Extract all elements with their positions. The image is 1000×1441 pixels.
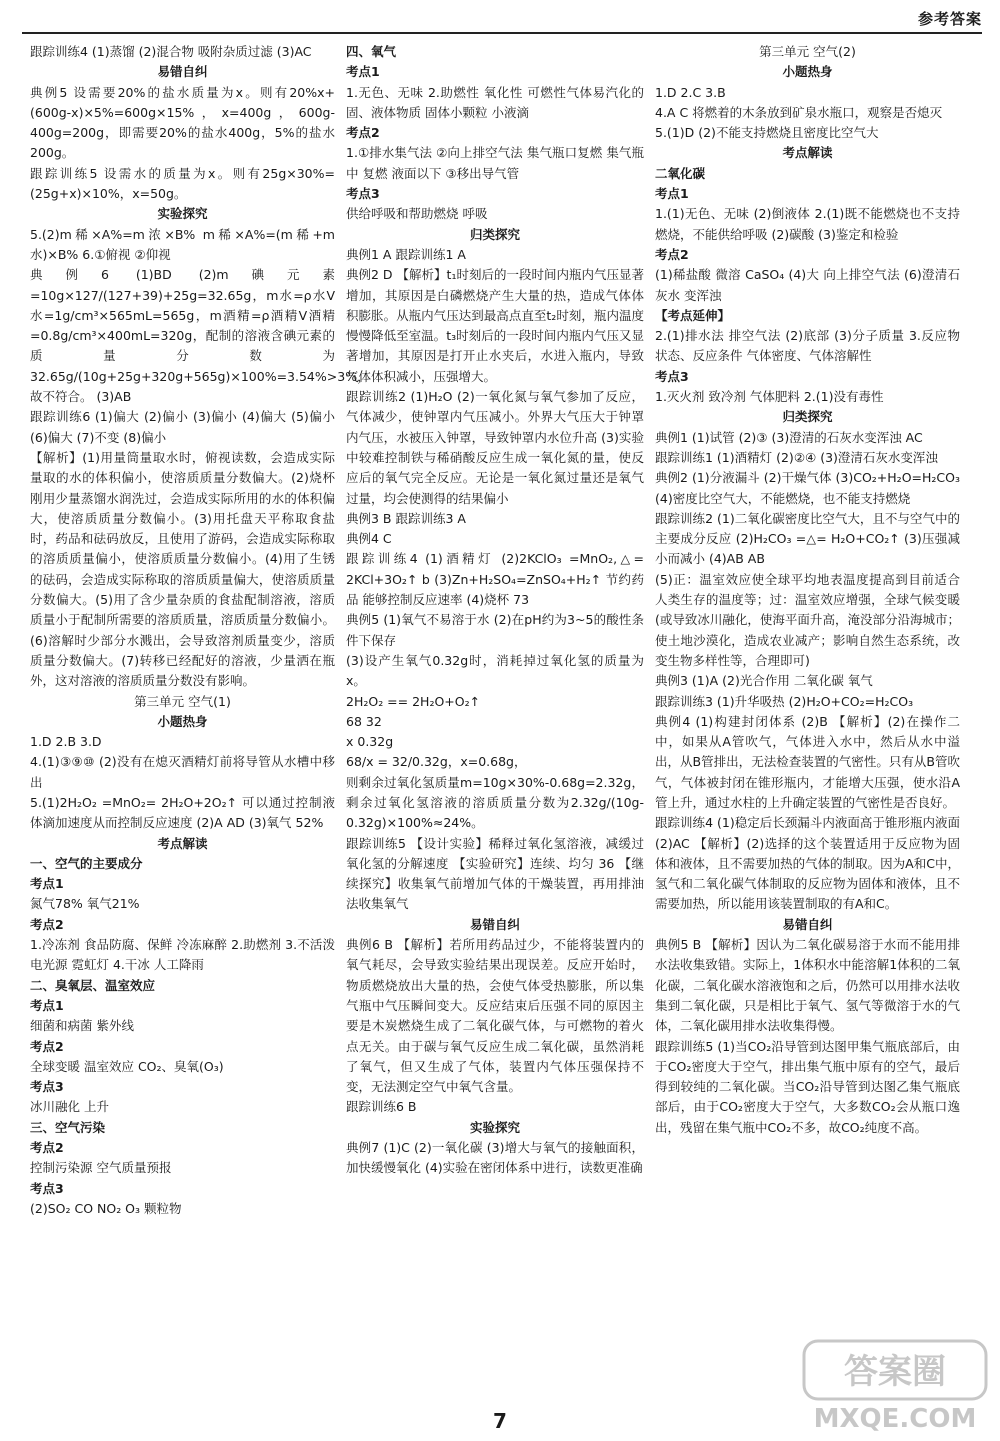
section-heading: 考点解读 <box>157 835 208 851</box>
paragraph: 全球变暖 温室效应 CO₂、臭氧(O₃) <box>30 1058 224 1074</box>
subheading: 一、空气的主要成分 <box>30 855 143 871</box>
paragraph: 典例1 (1)试管 (2)③ (3)澄清的石灰水变浑浊 AC <box>655 429 923 445</box>
subheading: 【考点延伸】 <box>655 307 731 323</box>
section-heading: 易错自纠 <box>157 64 208 80</box>
paragraph: 1.D 2.B 3.D <box>30 734 102 750</box>
paragraph: 1.无色、无味 2.助燃性 氧化性 可燃性气体易汽化的固、液体物质 固体小颗粒 小液滴 <box>346 84 644 120</box>
subheading: 考点2 <box>30 1140 64 1156</box>
paragraph: 典例7 (1)C (2)一氧化碳 (3)增大与氧气的接触面积，加快缓慢氧化 (4)实验在密闭体系中进行，读数更准确 <box>346 1140 644 1176</box>
subheading: 考点2 <box>346 125 380 141</box>
unit-title: 第三单元 空气(1) <box>134 693 231 709</box>
paragraph: 典例5 (1)氧气不易溶于水 (2)在pH约为3~5的酸性条件下保存 <box>346 612 644 648</box>
paragraph: 典例1 A 跟踪训练1 A <box>346 246 466 262</box>
paragraph: 68 32 <box>346 713 382 729</box>
section-heading: 实验探究 <box>469 1119 520 1135</box>
paragraph: 跟踪训练2 (1)二氧化碳密度比空气大，且不与空气中的主要成分反应 (2)H₂CO₃ =△= H₂O+CO₂↑ (3)压强减小而减小 (4)AB AB <box>655 510 960 567</box>
paragraph: 5.(1)D (2)不能支持燃烧且密度比空气大 <box>655 125 879 141</box>
subheading: 考点3 <box>655 368 689 384</box>
paragraph: 【解析】(1)用量筒量取水时，俯视读数，会造成实际量取的水的体积偏小，使溶质质量分数偏大。(2)烧杯刚用少量蒸馏水润洗过，会造成实际所用的水的体积偏大，使溶质质量分数偏小。(3)用托盘天平称取食盐时，药品和砝码放反，且使用了游码，会造成实际称取的溶质质量偏小，使溶质质量分数偏小。(4)用了生锈的砝码，会造成实际称取的溶质质量偏大，使溶质质量分数偏大。(5)用了含少量杂质的食盐配制溶液，溶质质量小于配制所需要的溶质质量，溶质质量分数偏小。(6)溶解时少部分水溅出，会导致溶剂质量变少，溶质质量分数偏大。(7)转移已经配好的溶液，少量洒在瓶外，这对溶液的溶质质量分数没有影响。 <box>30 449 335 689</box>
paragraph: 冰川融化 上升 <box>30 1099 109 1115</box>
subheading: 二氧化碳 <box>655 165 706 181</box>
column-middle <box>346 42 644 1402</box>
paragraph: (2)SO₂ CO NO₂ O₃ 颗粒物 <box>30 1200 182 1216</box>
subheading: 考点2 <box>30 916 64 932</box>
paragraph: 则剩余过氧化氢质量m=10g×30%-0.68g=2.32g，剩余过氧化氢溶液的溶质质量分数为2.32g/(10g-0.32g)×100%≈24%。 <box>346 774 644 831</box>
section-heading: 归类探究 <box>469 226 520 242</box>
subheading: 考点1 <box>30 997 64 1013</box>
paragraph: 1.冷冻剂 食品防腐、保鲜 冷冻麻醉 2.助燃剂 3.不活泼 电光源 霓虹灯 4.干冰 人工降雨 <box>30 937 335 973</box>
paragraph: 典例4 (1)构建封闭体系 (2)B 【解析】(2)在操作二中，如果从A管吹气，气体进入水中，然后从水中溢出，从B管排出，无法检查装置的气密性。只有从B管吹气，气体被封闭在锥形瓶内，才能增大压强，使水沿A管上升，通过水柱的上升确定装置的气密性是否良好。 <box>655 713 960 810</box>
header-rule <box>22 32 982 34</box>
paragraph: 跟踪训练6 B <box>346 1099 417 1115</box>
paragraph: 典例6 B 【解析】若所用药品过少，不能将装置内的氧气耗尽，会导致实验结果出现误差。反应开始时，物质燃烧放出大量的热，会使气体受热膨胀，所以集气瓶中气压瞬间变大。反应结束后压强不同的原因主要是木炭燃烧生成了二氧化碳气体，与可燃物的着火点无关。由于碳与氧气反应生成二氧化碳，虽然消耗了氧气，但又生成了气体，装置内气体压强保持不变，无法测定空气中氧气含量。 <box>346 937 644 1095</box>
paragraph: 跟踪训练5 (1)当CO₂沿导管到达图甲集气瓶底部后，由于CO₂密度大于空气，排出集气瓶中原有的空气，最后得到较纯的二氧化碳。当CO₂沿导管到达图乙集气瓶底部后，由于CO₂密度大于空气，大多数CO₂会从瓶口逸出，残留在集气瓶中CO₂不多，故CO₂纯度不高。 <box>655 1038 960 1135</box>
paragraph: 跟踪训练3 (1)升华吸热 (2)H₂O+CO₂=H₂CO₃ <box>655 693 914 709</box>
column-right <box>655 42 960 1402</box>
paragraph: 跟踪训练4 (1)酒精灯 (2)2KClO₃ =MnO₂,△= 2KCl+3O₂↑ b (3)Zn+H₂SO₄=ZnSO₄+H₂↑ 节约药品 能够控制反应速率 (4)烧杯 73 <box>346 551 644 608</box>
paragraph: 跟踪训练6 (1)偏大 (2)偏小 (3)偏小 (4)偏大 (5)偏小 (6)偏大 (7)不变 (8)偏小 <box>30 409 335 445</box>
paragraph: 1.①排水集气法 ②向上排空气法 集气瓶口复燃 集气瓶中 复燃 液面以下 ③移出导气管 <box>346 145 644 181</box>
subheading: 二、臭氧层、温室效应 <box>30 977 156 993</box>
subheading: 考点1 <box>346 64 380 80</box>
paragraph: 供给呼吸和帮助燃烧 呼吸 <box>346 206 488 222</box>
paragraph: 68/x = 32/0.32g，x=0.68g， <box>346 754 527 770</box>
watermark-logo <box>800 1335 990 1435</box>
paragraph: (3)设产生氧气0.32g时，消耗掉过氧化氢的质量为x。 <box>346 652 644 689</box>
paragraph: 1.(1)无色、无味 (2)倒液体 2.(1)既不能燃烧也不支持燃烧，不能供给呼吸 (2)碳酸 (3)鉴定和检验 <box>655 206 960 242</box>
section-heading: 归类探究 <box>782 409 833 425</box>
paragraph: 跟踪训练4 (1)蒸馏 (2)混合物 吸附杂质过滤 (3)AC <box>30 44 312 59</box>
unit-title: 第三单元 空气(2) <box>759 44 856 59</box>
paragraph: 控制污染源 空气质量预报 <box>30 1160 172 1176</box>
paragraph: 细菌和病菌 紫外线 <box>30 1018 134 1034</box>
paragraph: 2H₂O₂ == 2H₂O+O₂↑ <box>346 693 481 709</box>
section-heading: 易错自纠 <box>782 916 833 932</box>
subheading: 考点3 <box>30 1079 64 1095</box>
paragraph: (5)正：温室效应使全球平均地表温度提高到目前适合人类生存的温度等；过：温室效应增强，全球气候变暖(或导致冰川融化，使海平面升高，淹没部分沿海城市；使土地沙漠化，造成农业减产；影响自然生态系统，改变生物多样性等，合理即可) <box>655 571 960 668</box>
paragraph: 典例3 B 跟踪训练3 A <box>346 510 466 526</box>
paragraph: 典例2 D 【解析】t₁时刻后的一段时间内瓶内气压显著增加，其原因是白磷燃烧产生大量的热，造成气体体积膨胀。从瓶内气压达到最高点直至t₂时刻，瓶内温度慢慢降低至室温。t₃时刻后的一段时间内瓶内气压又显著增加，其原因是打开止水夹后，水进入瓶内，导致气体体积减小，压强增大。 <box>346 267 644 384</box>
paragraph: 跟踪训练1 (1)酒精灯 (2)②④ (3)澄清石灰水变浑浊 <box>655 449 938 465</box>
paragraph: 典例2 (1)分液漏斗 (2)干燥气体 (3)CO₂+H₂O=H₂CO₃ (4)密度比空气大，不能燃烧，也不能支持燃烧 <box>655 470 960 506</box>
subheading: 考点3 <box>346 186 380 202</box>
watermark-top-text: 答案圈 <box>844 1352 946 1392</box>
paragraph: 跟踪训练5 设需水的质量为x。则有25g×30%=(25g+x)×10%，x=50g。 <box>30 165 335 202</box>
subheading: 考点3 <box>30 1180 64 1196</box>
page-number: 7 <box>493 1409 507 1433</box>
section-heading: 易错自纠 <box>469 916 520 932</box>
paragraph: 跟踪训练5 【设计实验】稀释过氧化氢溶液，减缓过氧化氢的分解速度 【实验研究】连续、均匀 36 【继续探究】收集氧气前增加气体的干燥装置，再用排油法收集氧气 <box>346 835 644 912</box>
paragraph: 氮气78% 氧气21% <box>30 896 140 912</box>
paragraph: 典例3 (1)A (2)光合作用 二氧化碳 氧气 <box>655 673 873 689</box>
paragraph: 4.A C 将燃着的木条放到矿泉水瓶口，观察是否熄灭 <box>655 104 943 120</box>
paragraph: 5.(2)m稀×A%=m浓×B% m稀×A%=(m稀+m水)×B% 6.①俯视 ②仰视 <box>30 226 335 262</box>
paragraph: 2.(1)排水法 排空气法 (2)底部 (3)分子质量 3.反应物状态、反应条件 气体密度、气体溶解性 <box>655 328 960 364</box>
subheading: 考点1 <box>655 186 689 202</box>
paragraph: 典例4 C <box>346 531 392 547</box>
header-title: 参考答案 <box>917 10 982 28</box>
paragraph: (1)稀盐酸 微溶 CaSO₄ (4)大 向上排空气法 (6)澄清石灰水 变浑浊 <box>655 267 960 303</box>
subheading: 三、空气污染 <box>30 1119 106 1135</box>
section-heading: 实验探究 <box>157 206 208 222</box>
subheading: 考点1 <box>30 876 64 892</box>
subheading: 考点2 <box>655 246 689 262</box>
subheading: 考点2 <box>30 1038 64 1054</box>
watermark-bottom-text: MXQE.COM <box>813 1404 977 1434</box>
section-heading: 考点解读 <box>782 145 833 161</box>
section-heading: 小题热身 <box>157 713 208 729</box>
paragraph: 跟踪训练4 (1)稳定后长颈漏斗内液面高于锥形瓶内液面 (2)AC 【解析】(2)选择的这个装置适用于反应物为固体和液体，且不需要加热的气体的制取。因为A和C中，氢气和二氧化碳气体制取的反应物为固体和液体，且不需要加热，所以能用该装置制取的有A和C。 <box>655 815 960 912</box>
paragraph: 典例6 (1)BD (2)m碘元素=10g×127/(127+39)+25g=32.65g，m水=ρ水V水=1g/cm³×565mL=565g，m酒精=ρ酒精V酒精=0.8g/cm³×400mL=320g，配制的溶液含碘元素的质量分数为32.65g/(10g+25g+320g+565g)×100%=3.54%>3%，故不符合。 (3)AB <box>30 267 370 405</box>
paragraph: 5.(1)2H₂O₂ =MnO₂= 2H₂O+2O₂↑ 可以通过控制液体滴加速度从而控制反应速度 (2)A AD (3)氧气 52% <box>30 794 335 831</box>
paragraph: 1.D 2.C 3.B <box>655 84 726 100</box>
paragraph: x 0.32g <box>346 734 394 750</box>
paragraph: 4.(1)③⑨⑩ (2)没有在熄灭酒精灯前将导管从水槽中移出 <box>30 754 335 790</box>
paragraph: 典例5 B 【解析】因认为二氧化碳易溶于水而不能用排水法收集致错。实际上，1体积水中能溶解1体积的二氧化碳，二氧化碳水溶液饱和之后，仍然可以用排水法收集到二氧化碳，只是相比于氧气、氢气等微溶于水的气体，二氧化碳用排水法收集得慢。 <box>655 937 960 1034</box>
paragraph: 典例5 设需要20%的盐水质量为x。则有20%x+(600g-x)×5%=600g×15%，x=400g，600g-400g=200g，即需要20%的盐水400g，5%的盐水200g。 <box>30 84 335 161</box>
subheading: 四、氧气 <box>346 44 397 59</box>
paragraph: 跟踪训练2 (1)H₂O (2)一氧化氮与氧气参加了反应，气体减少，使钟罩内气压减小。外界大气压大于钟罩内气压，水被压入钟罩，导致钟罩内水位升高 (3)实验中较难控制铁与稀硝酸反应生成一氧化氮的量，使反应后的氧气完全反应。无论是一氧化氮过量还是氧气过量，均会使测得的结果偏小 <box>346 389 644 506</box>
paragraph: 1.灭火剂 致冷剂 气体肥料 2.(1)没有毒性 <box>655 389 884 405</box>
section-heading: 小题热身 <box>782 64 833 80</box>
